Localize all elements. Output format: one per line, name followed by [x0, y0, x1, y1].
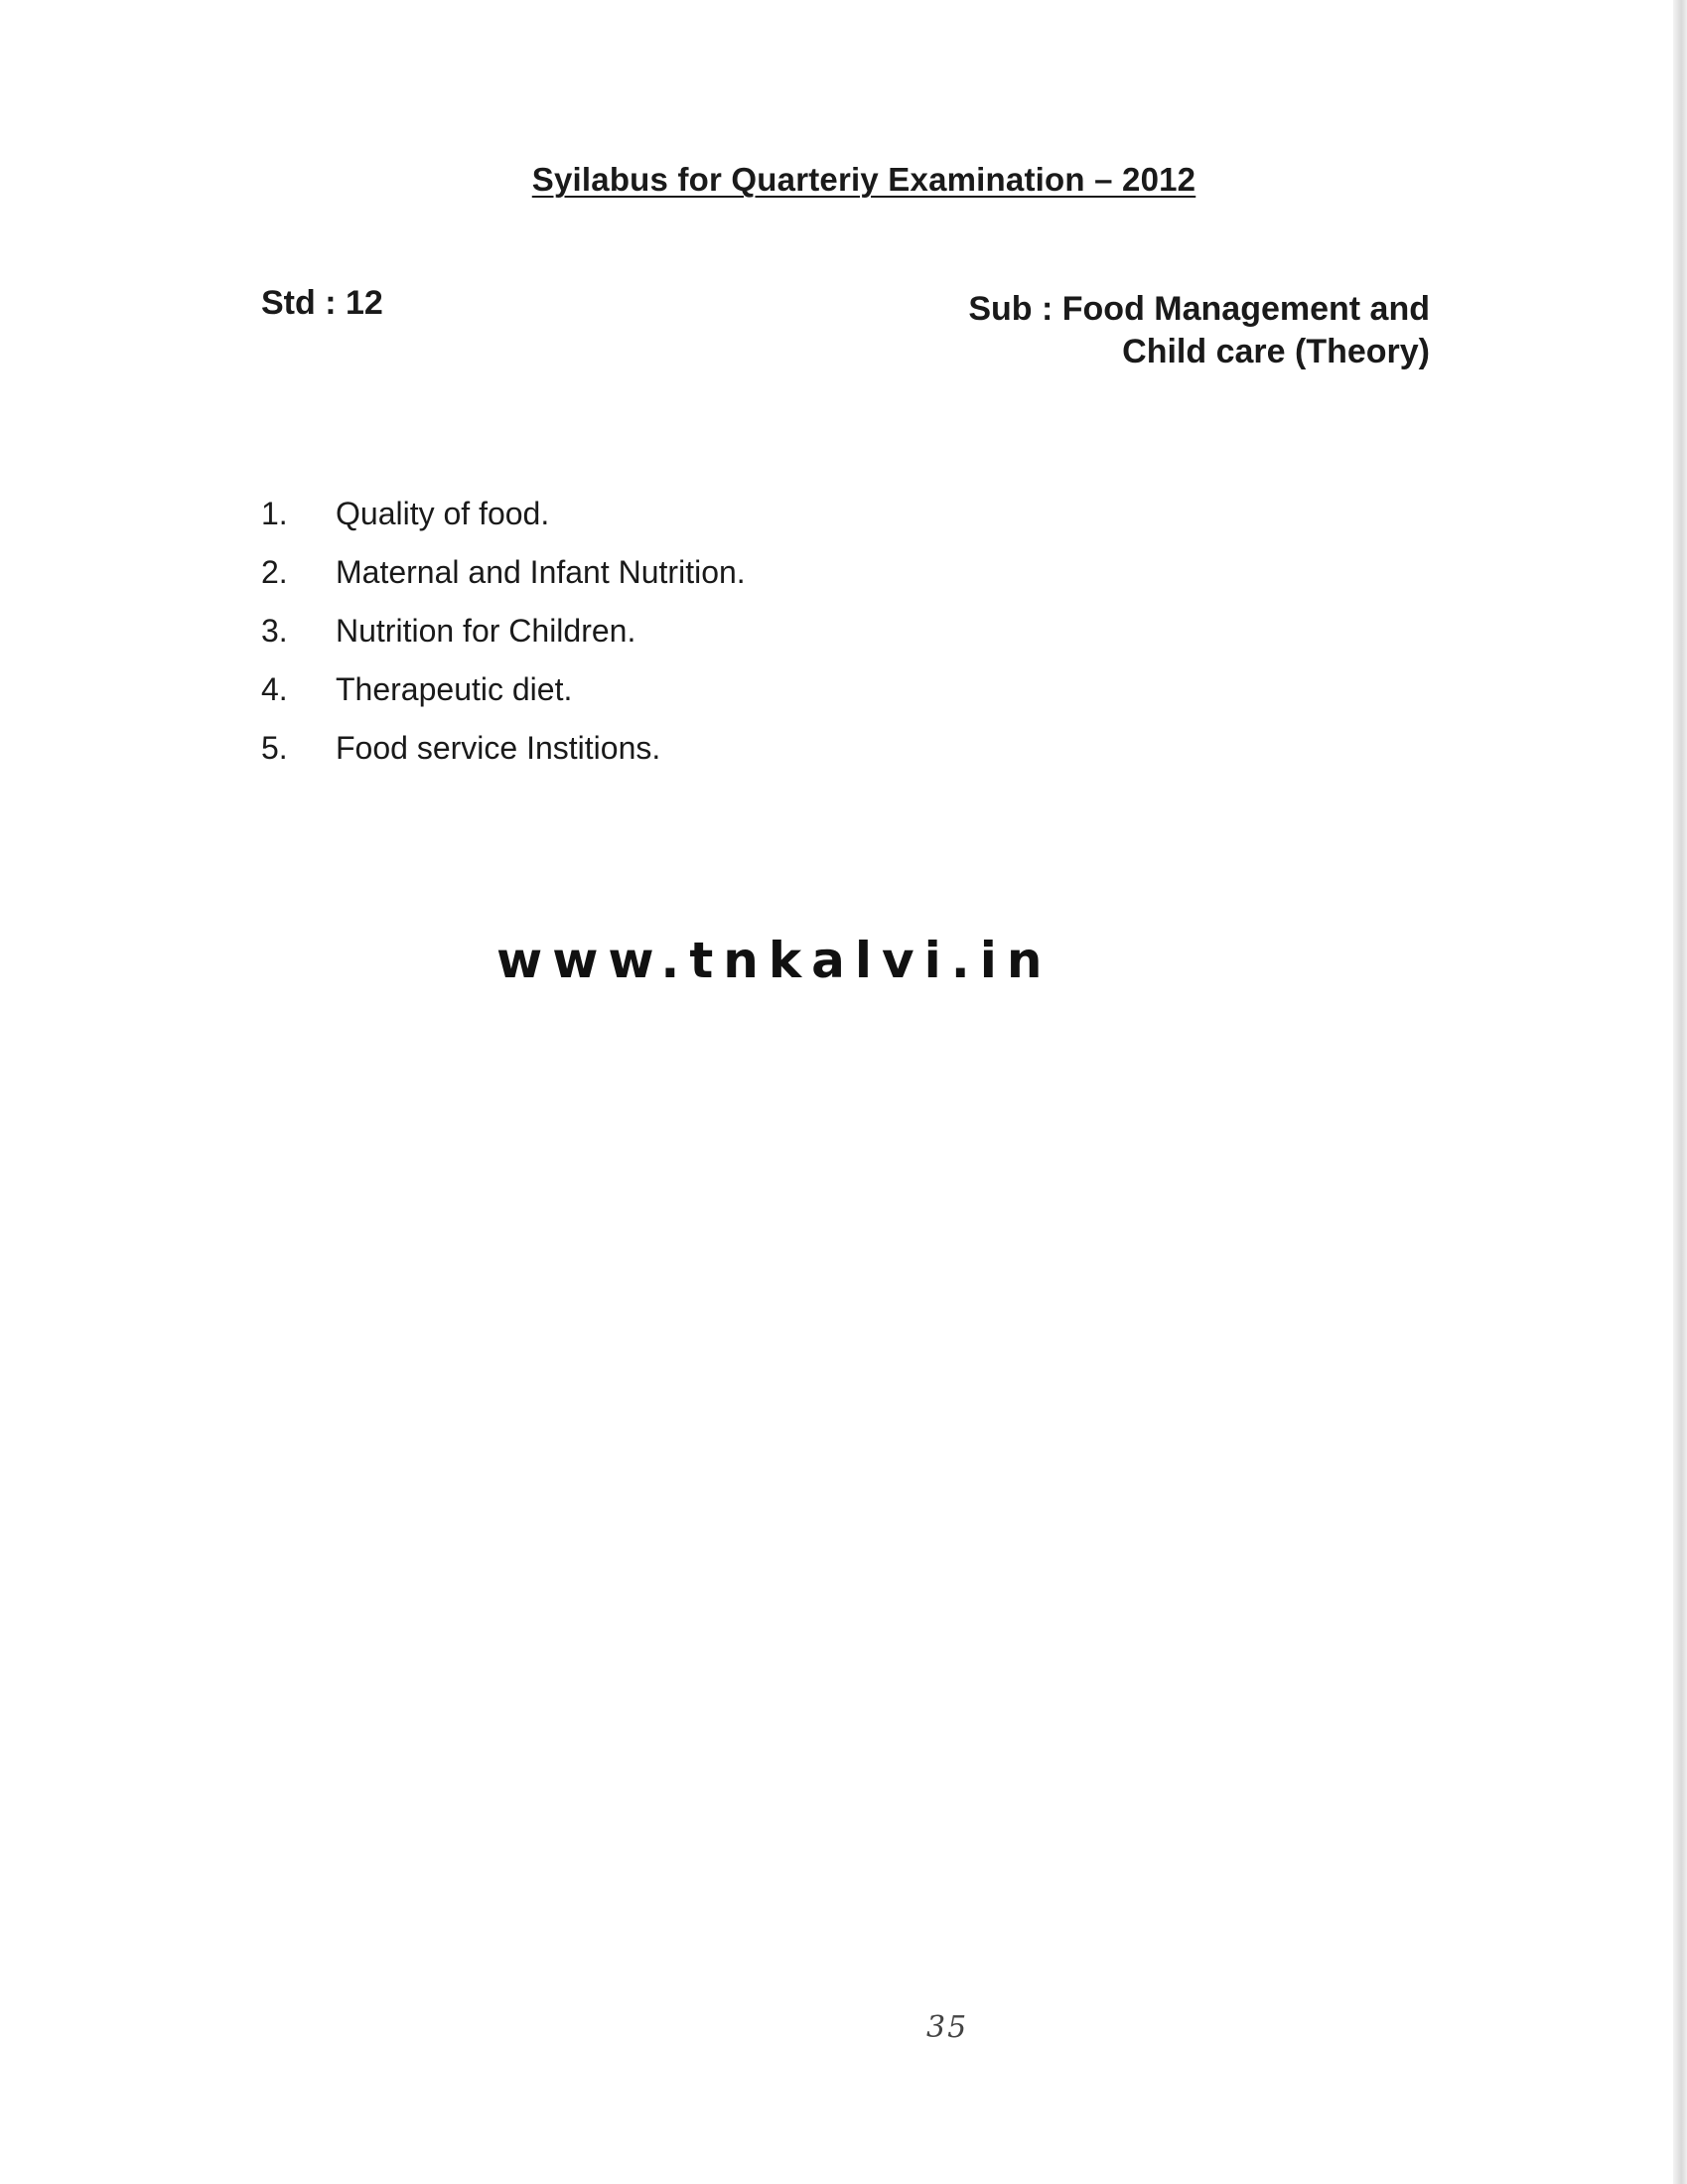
list-item: [261, 666, 746, 725]
scan-edge: [1673, 0, 1687, 2184]
topic-list: [261, 491, 746, 784]
list-item-number: 1.: [261, 496, 288, 531]
list-item-text: Maternal and Infant Nutrition.: [336, 554, 746, 590]
list-item: [261, 491, 746, 549]
page-title: Syilabus for Quarteriy Examination – 2012: [531, 161, 1196, 198]
subject-label: [894, 288, 1430, 373]
subject-line-2: Child care (Theory): [1122, 333, 1430, 370]
list-item-text: Food service Institions.: [336, 730, 661, 766]
list-item-number: 2.: [261, 554, 288, 590]
standard-label: Std : 12: [261, 284, 383, 322]
list-item: [261, 549, 746, 608]
list-item-text: Quality of food.: [336, 496, 550, 531]
list-item: [261, 608, 746, 666]
subject-line-1: Sub : Food Management and: [968, 290, 1430, 328]
list-item-number: 3.: [261, 613, 288, 649]
list-item-text: Therapeutic diet.: [336, 671, 573, 707]
website-watermark: www.tnkalvi.in: [496, 932, 1053, 989]
list-item: [261, 725, 746, 784]
list-item-number: 4.: [261, 671, 288, 707]
list-item-number: 5.: [261, 730, 288, 766]
list-item-text: Nutrition for Children.: [336, 613, 636, 649]
page-number: 35: [926, 2010, 969, 2045]
